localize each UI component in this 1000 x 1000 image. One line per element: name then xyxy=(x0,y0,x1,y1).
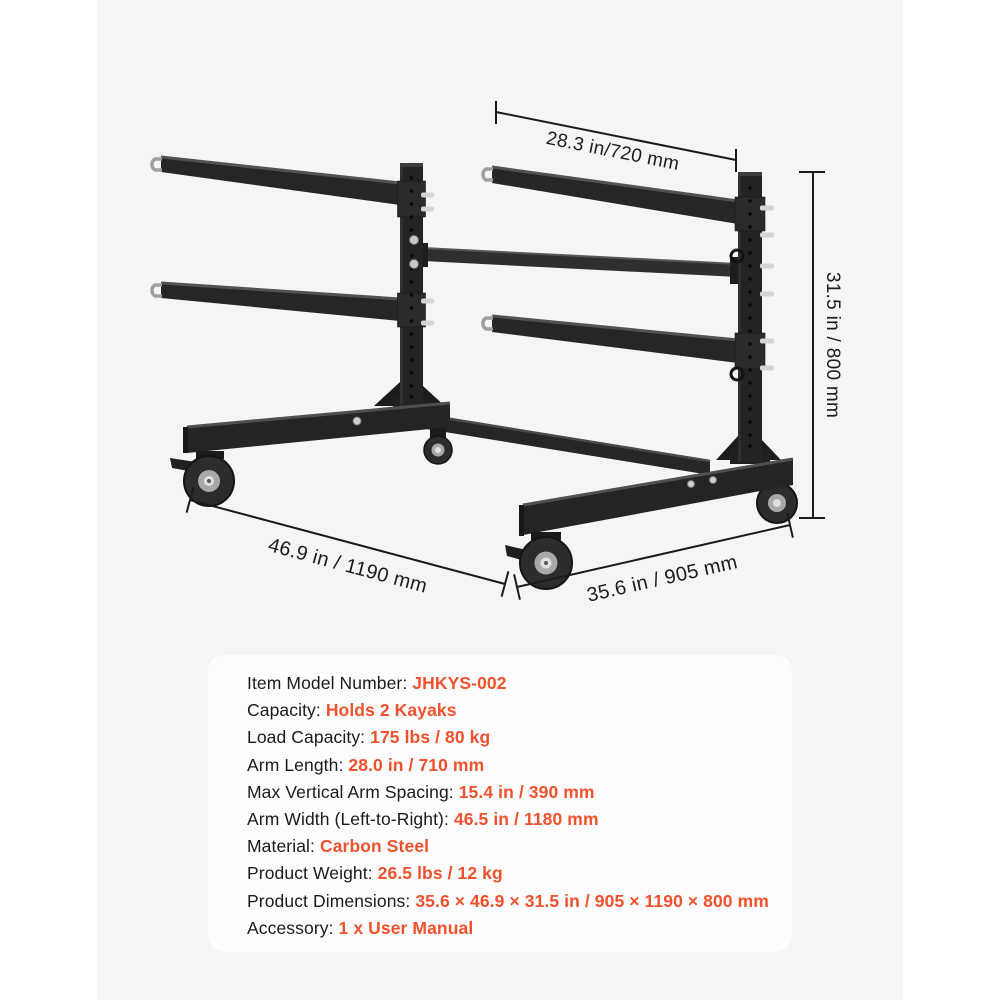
spec-value: 175 lbs / 80 kg xyxy=(370,727,491,748)
spec-label: Arm Length: xyxy=(247,754,349,775)
arm-tip-hook-icon xyxy=(483,169,493,180)
dim-line-width xyxy=(187,487,509,596)
dimension-label-depth: 35.6 in / 905 mm xyxy=(584,551,740,607)
arm-sleeve xyxy=(735,333,765,369)
spec-value: 46.5 in / 1180 mm xyxy=(453,809,599,830)
spec-label: Max Vertical Arm Spacing: xyxy=(247,781,459,802)
arm-tip-hook-icon xyxy=(152,285,162,296)
spec-row-model xyxy=(247,670,772,697)
left-post-arms xyxy=(152,157,400,321)
dimension-label-width: 46.9 in / 1190 mm xyxy=(265,534,430,598)
spec-value: 15.4 in / 390 mm xyxy=(458,781,595,802)
spec-row-capacity xyxy=(247,697,772,724)
spec-label: Product Dimensions: xyxy=(247,890,416,911)
wheel-hub xyxy=(435,447,441,453)
spec-value: Carbon Steel xyxy=(319,836,430,857)
storage-arm-bottom-right xyxy=(492,316,738,363)
spec-label: Material: xyxy=(247,836,320,857)
spec-label: Item Model Number: xyxy=(247,673,413,694)
spec-row-material xyxy=(247,833,772,860)
bolt xyxy=(410,260,419,269)
spec-value: 35.6 × 46.9 × 31.5 in / 905 × 1190 × 800 mm xyxy=(415,890,769,911)
leg-end-cap xyxy=(519,505,524,536)
bolt xyxy=(353,417,361,425)
base-crossbar xyxy=(414,413,710,475)
spec-label: Capacity: xyxy=(247,700,326,721)
spec-value: JHKYS-002 xyxy=(412,673,507,694)
spec-row-arm-spacing xyxy=(247,779,772,806)
leg-end-cap xyxy=(183,427,188,453)
arm-tip-hook-icon xyxy=(483,318,493,329)
spec-row-dimensions xyxy=(247,888,772,915)
spec-value: 1 x User Manual xyxy=(338,917,474,938)
dim-line-height xyxy=(799,172,825,518)
wheel-axle xyxy=(207,479,211,483)
spec-card xyxy=(208,655,792,952)
bolt xyxy=(688,481,695,488)
dimension-label-arm-length: 28.3 in/720 mm xyxy=(544,127,682,176)
post-cap xyxy=(400,163,423,167)
arm-sleeve xyxy=(398,181,426,217)
spec-row-arm-width xyxy=(247,806,772,833)
storage-arm-top-left xyxy=(161,157,400,205)
left-base-leg xyxy=(170,403,452,506)
wheel-hub xyxy=(773,499,781,507)
bolt xyxy=(710,477,717,484)
arm-tip-hook-icon xyxy=(152,159,162,170)
leg-beam xyxy=(187,403,450,453)
spec-label: Arm Width (Left-to-Right): xyxy=(247,809,454,830)
spec-row-arm-length xyxy=(247,752,772,779)
spec-row-weight xyxy=(247,860,772,887)
spec-label: Load Capacity: xyxy=(247,727,371,748)
spec-value: Holds 2 Kayaks xyxy=(325,700,457,721)
storage-arm-bottom-left xyxy=(161,283,400,321)
spec-label: Product Weight: xyxy=(247,863,378,884)
spec-value: 26.5 lbs / 12 kg xyxy=(377,863,503,884)
middle-crossbar xyxy=(419,243,741,284)
spec-row-accessory xyxy=(247,915,772,942)
spec-label: Accessory: xyxy=(247,917,339,938)
base-crossbar-highlight xyxy=(414,413,710,461)
spec-row-load-capacity xyxy=(247,724,772,751)
dimension-label-height: 31.5 in / 800 mm xyxy=(822,271,843,419)
spec-value: 28.0 in / 710 mm xyxy=(348,754,485,775)
wheel-axle xyxy=(544,561,548,565)
post-cap xyxy=(738,172,762,176)
bolt xyxy=(410,236,419,245)
